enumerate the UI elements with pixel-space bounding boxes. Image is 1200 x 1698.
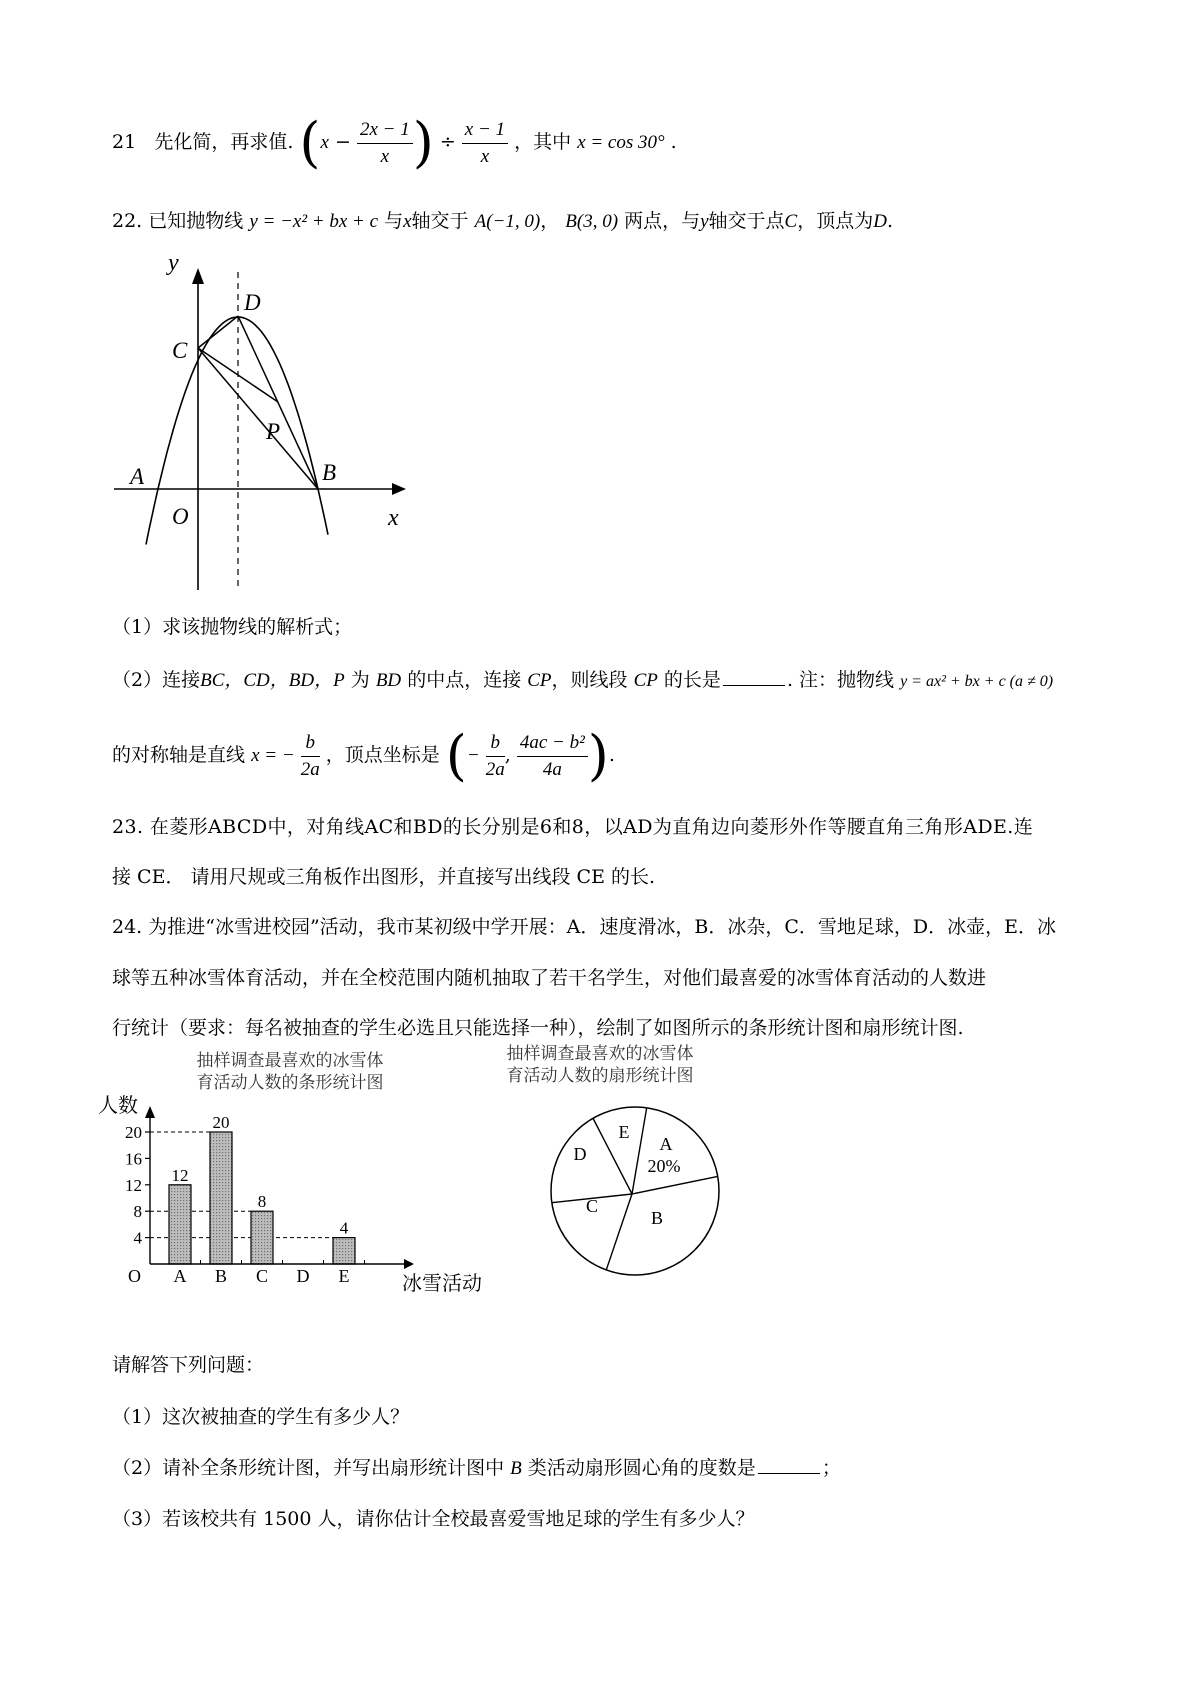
q22-axis-eq: x = − — [251, 745, 295, 766]
q22-part2-pre: （2）连接 — [112, 669, 201, 691]
q21-number: 21 — [112, 131, 137, 153]
bar-category-label: B — [214, 1266, 228, 1286]
q22-part2-note: . 注：抛物线 — [786, 669, 895, 691]
q24-part2-post: 类活动扇形圆心角的度数是 — [527, 1457, 756, 1479]
label-c: C — [172, 338, 188, 363]
pie-outline — [551, 1107, 719, 1275]
q22-vertex-y-denominator: 4a — [542, 758, 562, 780]
bar-chart-title-line-2: 育活动人数的条形统计图 — [196, 1073, 384, 1093]
q22-axis-line: 的对称轴是直线 x = − $\frac{b}{2a}$ ，顶点坐标是 (− $\frac{b}{2a}$ , $\frac{\text{4ac − b²}}{4a}$ ). — [112, 724, 615, 787]
bar-y-axis-arrow — [145, 1106, 155, 1118]
bar-chart-labels — [125, 1113, 350, 1286]
q21-prefix: 先化简，再求值. — [154, 131, 294, 153]
x-axis-arrow — [392, 483, 406, 495]
angle-answer-blank[interactable] — [758, 1472, 820, 1474]
q22-part2 — [112, 665, 1053, 697]
q22-vertex-right-paren: ) — [587, 724, 609, 787]
q22-vertex-x-denominator: 2a — [485, 758, 505, 780]
label-o: O — [172, 504, 189, 529]
segment-db — [238, 316, 318, 489]
q22-vertex-y-numerator: 4ac − b² — [517, 730, 588, 757]
label-x: x — [388, 505, 399, 531]
q22-vertex-y-fraction — [517, 730, 588, 783]
q22-point-a: A(−1, 0) — [474, 211, 541, 232]
q22-text-5: 轴交于点 — [708, 210, 785, 232]
bar-y-tick-label: 4 — [133, 1228, 142, 1248]
bar-category-label: C — [255, 1266, 269, 1286]
q22-vertex-end: . — [608, 744, 615, 766]
q22-axis-pre: 的对称轴是直线 — [112, 744, 246, 766]
q22-text-3: 轴交于 — [411, 210, 469, 232]
bar-data-label: 8 — [257, 1192, 267, 1212]
q22-text-6: ，顶点为 — [797, 210, 874, 232]
q22-text-2: 与 — [384, 210, 404, 232]
q24-part2-pre: （2）请补全条形统计图，并写出扇形统计图中 — [112, 1457, 505, 1479]
q24-part2-end: ； — [821, 1457, 841, 1479]
bar-chart — [98, 1095, 500, 1298]
label-y: y — [168, 250, 179, 276]
q21-suffix: ，其中 — [514, 131, 572, 153]
q22-y-var: y — [700, 211, 709, 232]
pie-percent-label: 20% — [647, 1156, 681, 1176]
q22-part1: （1）求该抛物线的解析式； — [112, 616, 353, 638]
q22-part2-mid: 为 — [350, 669, 370, 691]
q21-frac1-denominator: x — [380, 145, 390, 167]
q22-part2-mid4: 的长是 — [663, 669, 721, 691]
bar-chart-title-line-1: 抽样调查最喜欢的冰雪体 — [196, 1051, 384, 1071]
q21-condition: x = cos 30° — [577, 132, 665, 153]
q22-text-1: 已知抛物线 — [148, 210, 244, 232]
q24-line-3: 行统计（要求：每名被抽查的学生必选且只能选择一种），绘制了如图所示的条形统计图和扇形统计图. — [112, 1017, 964, 1039]
q22-equation: y = −x² + bx + c — [249, 211, 379, 232]
q22-vertex-x-numerator: b — [486, 730, 505, 757]
q22-part2-mid3: ，则线段 — [551, 669, 628, 691]
q22-vertex-x-fraction — [486, 730, 505, 783]
q23-line-1: 23. 在菱形ABCD中，对角线AC和BD的长分别是6和8，以AD为直角边向菱形外作等腰直角三角形ADE.连 — [112, 816, 1034, 838]
q22-point-c: C — [784, 211, 798, 232]
pie-chart-title-line-2: 育活动人数的扇形统计图 — [506, 1066, 694, 1086]
q22-axis-fraction — [301, 730, 320, 783]
q21-frac2-numerator: x − 1 — [462, 117, 508, 144]
pie-chart-title — [470, 1043, 730, 1087]
q21-div: ÷ — [439, 131, 456, 153]
q22-part2-cp2: CP — [633, 670, 658, 691]
q22-number: 22. — [112, 210, 143, 232]
pie-slice-label: C — [585, 1196, 599, 1216]
label-a: A — [130, 464, 145, 489]
q21-frac2-denominator: x — [480, 145, 490, 167]
label-d: D — [244, 290, 261, 315]
answer-blank[interactable] — [723, 684, 785, 686]
q21-minus: − — [334, 131, 351, 153]
pie-slice-label: E — [618, 1122, 630, 1142]
q24-part2 — [112, 1453, 841, 1484]
q22-x-var: x — [403, 211, 412, 232]
bar-x-label: 冰雪活动 — [402, 1273, 482, 1295]
bar-chart-title — [160, 1050, 420, 1094]
q24-part1: （1）这次被抽查的学生有多少人？ — [112, 1406, 410, 1428]
q22-vertex-left-paren: ( — [445, 724, 467, 787]
q21-end: . — [670, 131, 677, 153]
q24-part2-b: B — [510, 1458, 522, 1479]
bar — [251, 1211, 273, 1264]
bar-y-tick-label: 16 — [125, 1149, 142, 1169]
pie-slice-label: A — [659, 1134, 673, 1154]
pie-chart — [540, 1096, 730, 1286]
bar-y-tick-label: 20 — [125, 1123, 142, 1142]
bar — [333, 1238, 355, 1264]
parabola-figure — [110, 250, 410, 592]
q21-fraction-2 — [462, 117, 508, 170]
q22-part2-mid2: 的中点，连接 — [407, 669, 522, 691]
q21-frac1-numerator: 2x − 1 — [357, 117, 413, 144]
q22-axis-numerator: b — [301, 730, 320, 757]
bar-category-label: E — [338, 1266, 350, 1286]
y-axis-arrow — [192, 268, 204, 284]
bar — [210, 1132, 232, 1264]
q22-comma: ， — [540, 210, 560, 232]
bar-x-axis-arrow — [404, 1259, 414, 1269]
label-b: B — [322, 460, 337, 485]
q21-left-paren: ( — [299, 111, 321, 174]
q21-fraction-1 — [357, 117, 413, 170]
bar-data-label: 20 — [212, 1113, 230, 1132]
q23-line-2: 接 CE． 请用尺规或三角板作出图形，并直接写出线段 CE 的长. — [112, 866, 656, 888]
q21-right-paren: ) — [412, 111, 434, 174]
bar-category-label: D — [296, 1266, 310, 1286]
q22-point-d: D — [873, 211, 887, 232]
q21-x: x — [320, 132, 329, 153]
q22-part2-bd: BD — [375, 670, 402, 691]
segment-cd — [198, 316, 238, 348]
pie-chart-title-line-1: 抽样调查最喜欢的冰雪体 — [506, 1044, 694, 1064]
bar — [169, 1185, 191, 1264]
q22-text-4: 两点，与 — [624, 210, 701, 232]
bar-y-tick-label: 8 — [133, 1202, 142, 1222]
pie-slice-label: B — [650, 1208, 664, 1228]
bar-data-label: 12 — [171, 1165, 189, 1185]
bar-y-label: 人数 — [98, 1095, 138, 1117]
q22-axis-denominator: 2a — [300, 758, 320, 780]
q24-part3: （3）若该校共有 1500 人，请你估计全校最喜爱雪地足球的学生有多少人？ — [112, 1508, 755, 1530]
q22-part2-cp: CP — [527, 670, 552, 691]
pie-chart-slices — [551, 1107, 719, 1275]
bar-origin-label: O — [128, 1266, 141, 1286]
q22-vertex-pre: ，顶点坐标是 — [325, 744, 440, 766]
bar-data-label: 4 — [339, 1218, 349, 1238]
bar-category-label: A — [173, 1266, 187, 1286]
q24-line-2: 球等五种冰雪体育活动，并在全校范围内随机抽取了若干名学生，对他们最喜爱的冰雪体育活动的人数进 — [112, 967, 987, 989]
bar-y-tick-label: 12 — [125, 1175, 142, 1195]
label-p: P — [266, 419, 281, 444]
pie-slice-label: D — [573, 1144, 587, 1164]
q22-stem — [112, 206, 893, 237]
q24-line-1: 24. 为推进“冰雪进校园”活动，我市某初级中学开展：A．速度滑冰，B．冰杂，C．雪地足球，D．冰壶，E．冰 — [112, 916, 1057, 938]
q22-part2-general-eq: y = ax² + bx + c (a ≠ 0) — [900, 673, 1054, 690]
q22-end: . — [886, 210, 894, 232]
q21-line — [112, 112, 677, 172]
q22-part2-segments: BC，CD，BD，P — [200, 670, 345, 691]
q24-ask: 请解答下列问题： — [112, 1354, 265, 1376]
q22-point-b: B(3, 0) — [565, 211, 619, 232]
